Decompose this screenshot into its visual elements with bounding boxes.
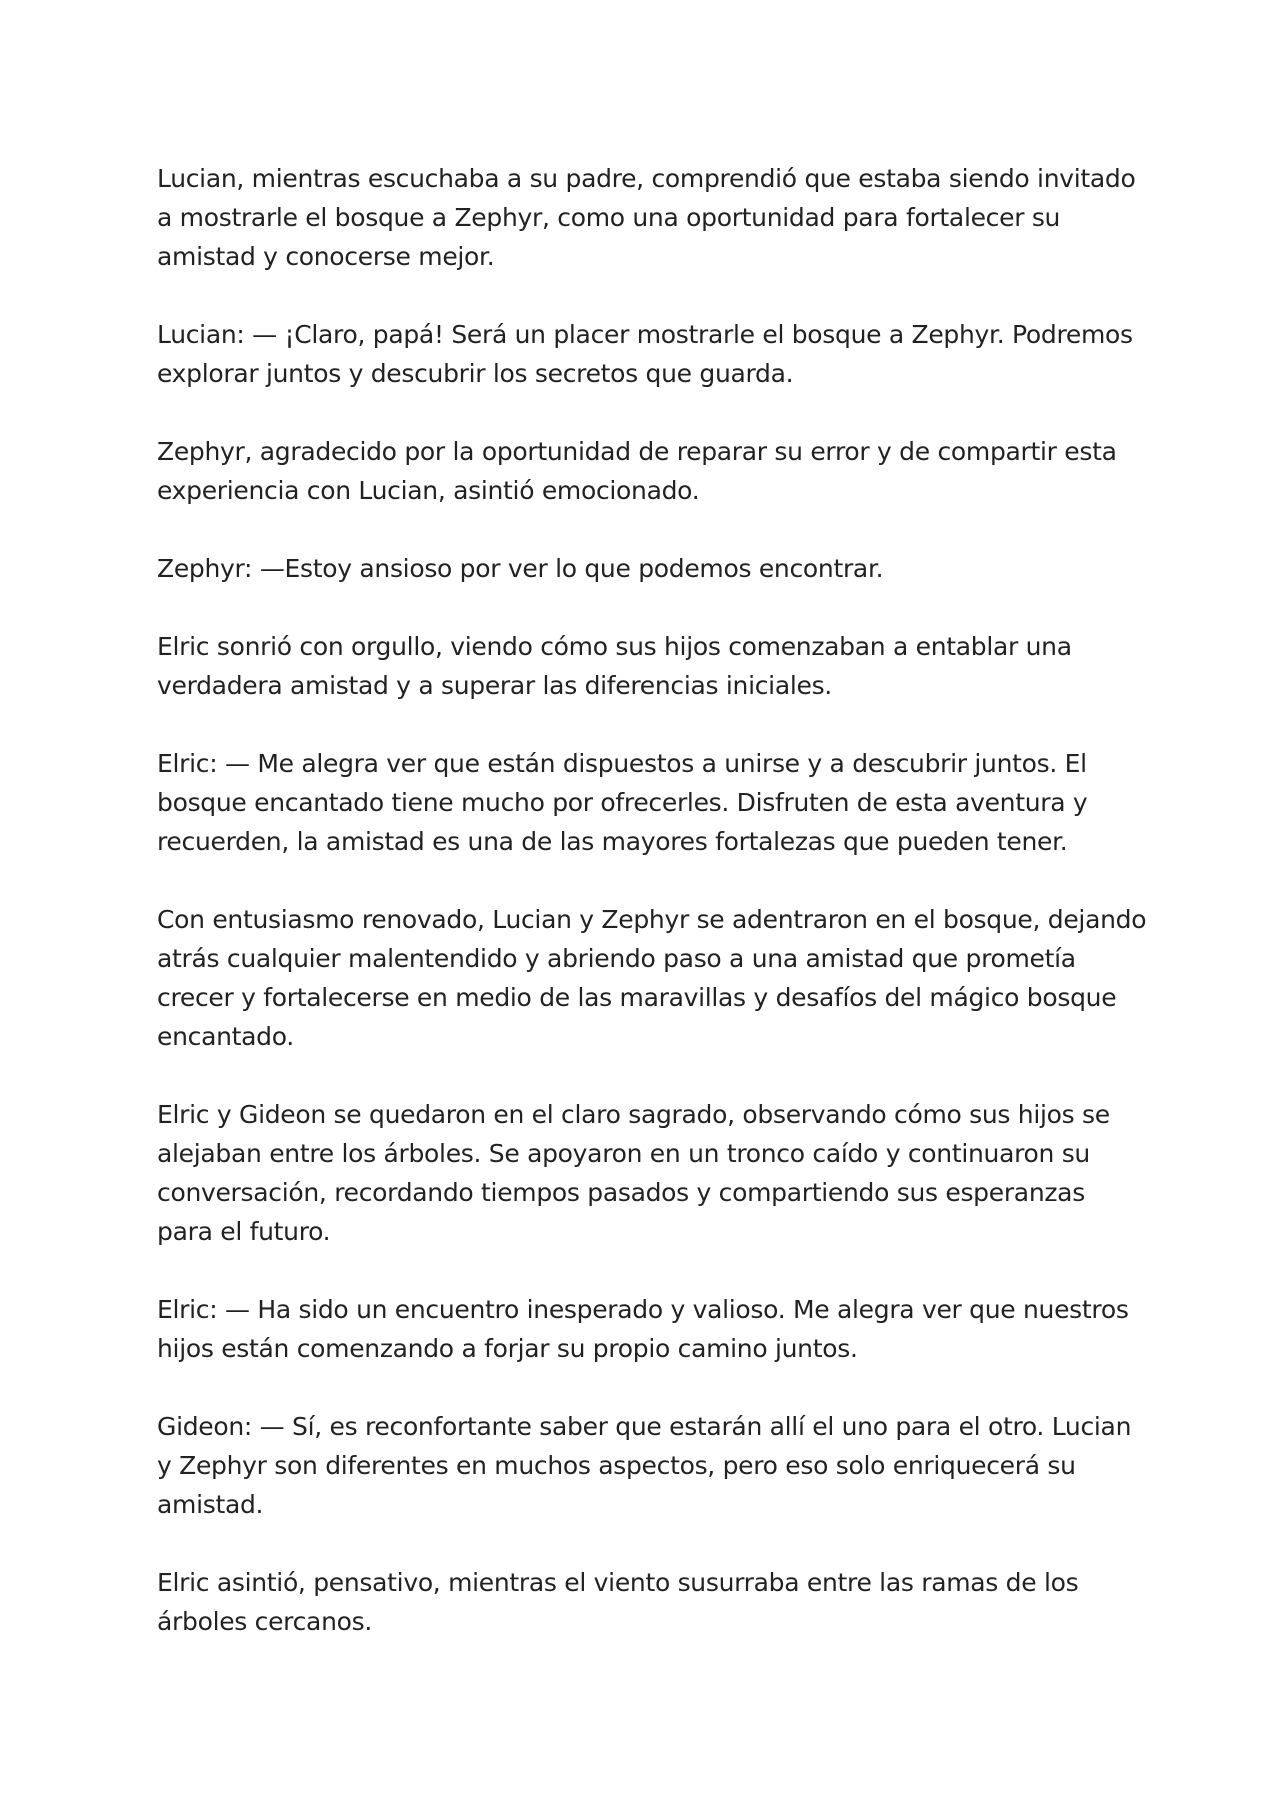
paragraph: Elric asintió, pensativo, mientras el viento susurraba entre las ramas de los árboles cercanos. [157,1568,1079,1636]
paragraph: Elric: — Ha sido un encuentro inesperado y valioso. Me alegra ver que nuestros hijos están comenzando a forjar su propio camino juntos. [157,1295,1129,1363]
paragraph: Elric: — Me alegra ver que están dispuestos a unirse y a descubrir juntos. El bosque encantado tiene mucho por ofrecerles. Disfruten de esta aventura y recuerden, la amistad es una de las mayores fortalezas que pueden tener. [157,749,1088,856]
paragraph: Elric y Gideon se quedaron en el claro sagrado, observando cómo sus hijos se alejaban entre los árboles. Se apoyaron en un tronco caído y continuaron su conversación, recordando tiempos pasados y compartiendo sus esperanzas para el futuro. [157,1100,1110,1246]
paragraph: Zephyr, agradecido por la oportunidad de reparar su error y de compartir esta experiencia con Lucian, asintió emocionado. [157,437,1117,505]
paragraph: Lucian: — ¡Claro, papá! Será un placer mostrarle el bosque a Zephyr. Podremos explorar juntos y descubrir los secretos que guarda. [157,320,1133,388]
paragraph: Gideon: — Sí, es reconfortante saber que estarán allí el uno para el otro. Lucian y Zephyr son diferentes en muchos aspectos, pero eso solo enriquecerá su amistad. [157,1412,1132,1519]
paragraph: Zephyr: —Estoy ansioso por ver lo que podemos encontrar. [157,554,884,583]
paragraph: Lucian, mientras escuchaba a su padre, comprendió que estaba siendo invitado a mostrarle el bosque a Zephyr, como una oportunidad para fortalecer su amistad y conocerse mejor. [157,164,1136,271]
document-body [157,159,1147,1680]
paragraph: Elric sonrió con orgullo, viendo cómo sus hijos comenzaban a entablar una verdadera amistad y a superar las diferencias iniciales. [157,632,1072,700]
paragraph: Con entusiasmo renovado, Lucian y Zephyr se adentraron en el bosque, dejando atrás cualquier malentendido y abriendo paso a una amistad que prometía crecer y fortalecerse en medio de las maravillas y desafíos del mágico bosque encantado. [157,905,1147,1051]
